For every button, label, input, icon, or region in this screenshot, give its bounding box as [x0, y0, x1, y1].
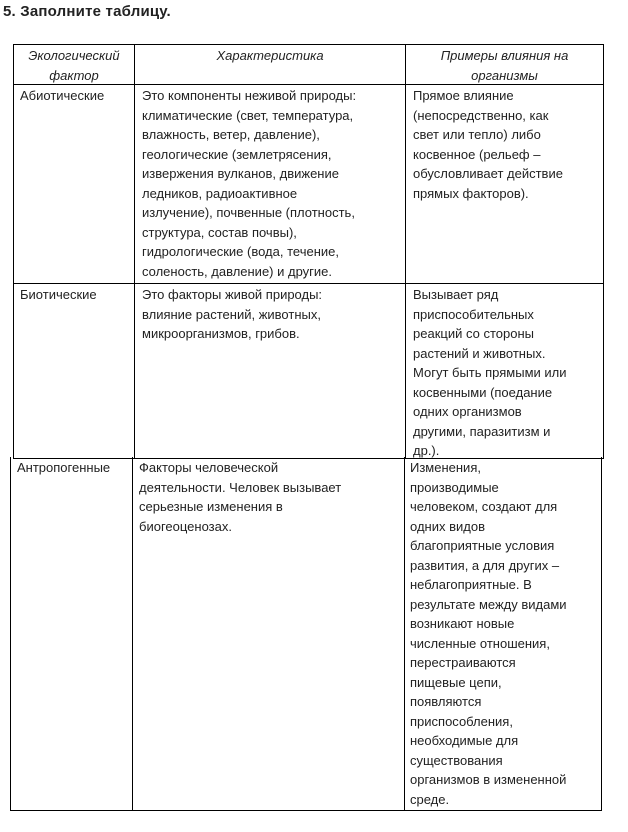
cell-text-line: косвенное (рельеф – [413, 146, 541, 162]
cell-text-line: биогеоценозах. [139, 518, 232, 534]
cell-text-line: влажность, ветер, давление), [142, 127, 320, 142]
cell-text-line: влияние растений, животных, [142, 306, 321, 322]
cell-text-line: Абиотические [20, 88, 105, 103]
header-factor [14, 46, 134, 85]
row-abiotic-factor [20, 86, 104, 106]
row-biotic-examples [413, 285, 567, 461]
cell-text-line: организмов в измененной [410, 772, 567, 787]
header-examples [406, 46, 603, 85]
cell-text-line: численные отношения, [410, 635, 550, 651]
cell-text-line: обусловливает действие [413, 166, 563, 181]
header-characteristic [135, 46, 405, 66]
cell-text-line: одних видов [410, 518, 485, 534]
cell-text-line: серьезные изменения в [139, 499, 283, 514]
column-divider [404, 457, 405, 810]
column-divider [134, 45, 135, 458]
cell-text-line: косвенными (поедание [413, 384, 553, 400]
cell-text-line: свет или тепло) либо [413, 127, 541, 142]
cell-text-line: приспособительных [413, 306, 534, 322]
cell-text-line: необходимые для [410, 733, 519, 748]
cell-text-line: Факторы человеческой [139, 460, 279, 475]
cell-text-line: Характеристика [216, 48, 324, 63]
cell-text-line: человеком, создают для [410, 499, 558, 514]
row-biotic-factor [20, 285, 97, 305]
cell-text-line: структура, состав почвы), [142, 224, 297, 240]
row-abiotic-examples [413, 86, 563, 203]
cell-text-line: растений и животных. [413, 345, 546, 361]
factors-table-lower [10, 457, 602, 811]
column-divider [405, 45, 406, 458]
cell-text-line: Изменения, [410, 460, 481, 475]
cell-text-line: прямых факторов). [413, 185, 529, 201]
row-abiotic-characteristic [142, 86, 356, 281]
cell-text-line: Антропогенные [17, 460, 111, 475]
cell-text-line: др.). [413, 443, 440, 458]
cell-text-line: среде. [410, 791, 450, 807]
cell-text-line: Биотические [20, 287, 97, 302]
cell-text-line: фактор [49, 67, 99, 83]
cell-text-line: неблагоприятные. В [410, 577, 532, 592]
row-anthropogenic-characteristic [139, 458, 341, 536]
cell-text-line: благоприятные условия [410, 538, 555, 553]
row-anthropogenic-factor [17, 458, 110, 478]
cell-text-line: другими, паразитизм и [413, 423, 551, 439]
cell-text-line: перестраиваются [410, 655, 516, 670]
cell-text-line: Прямое влияние [413, 88, 514, 103]
cell-text-line: возникают новые [410, 616, 515, 631]
factors-table-upper [13, 44, 604, 459]
cell-text-line: излучение), почвенные (плотность, [142, 205, 355, 220]
cell-text-line: организмы [471, 67, 538, 83]
cell-text-line: реакций со стороны [413, 326, 534, 341]
cell-text-line: (непосредственно, как [413, 107, 549, 123]
task-title: 5. Заполните таблицу. [3, 3, 171, 20]
cell-text-line: производимые [410, 479, 499, 495]
cell-text-line: ледников, радиоактивное [142, 185, 298, 201]
row-biotic-characteristic [142, 285, 322, 344]
cell-text-line: извержения вулканов, движение [142, 166, 339, 181]
row-divider [14, 283, 603, 284]
cell-text-line: существования [410, 752, 503, 768]
cell-text-line: Примеры влияния на [440, 48, 569, 63]
column-divider [132, 457, 133, 810]
cell-text-line: климатические (свет, температура, [142, 107, 354, 123]
cell-text-line: деятельности. Человек вызывает [139, 479, 342, 495]
cell-text-line: Вызывает ряд [413, 287, 499, 302]
cell-text-line: гидрологические (вода, течение, [142, 244, 339, 259]
cell-text-line: геологические (землетрясения, [142, 146, 332, 162]
cell-text-line: развития, а для других – [410, 557, 560, 573]
cell-text-line: пищевые цепи, [410, 674, 502, 690]
cell-text-line: микроорганизмов, грибов. [142, 326, 300, 341]
cell-text-line: результате между видами [410, 596, 567, 612]
cell-text-line: одних организмов [413, 404, 522, 419]
cell-text-line: Это факторы живой природы: [142, 287, 323, 302]
cell-text-line: соленость, давление) и другие. [142, 263, 333, 279]
row-anthropogenic-examples [410, 458, 567, 809]
cell-text-line: появляются [410, 694, 482, 709]
cell-text-line: приспособления, [410, 713, 513, 729]
cell-text-line: Экологический [28, 48, 120, 63]
cell-text-line: Могут быть прямыми или [413, 365, 567, 380]
cell-text-line: Это компоненты неживой природы: [142, 88, 357, 103]
